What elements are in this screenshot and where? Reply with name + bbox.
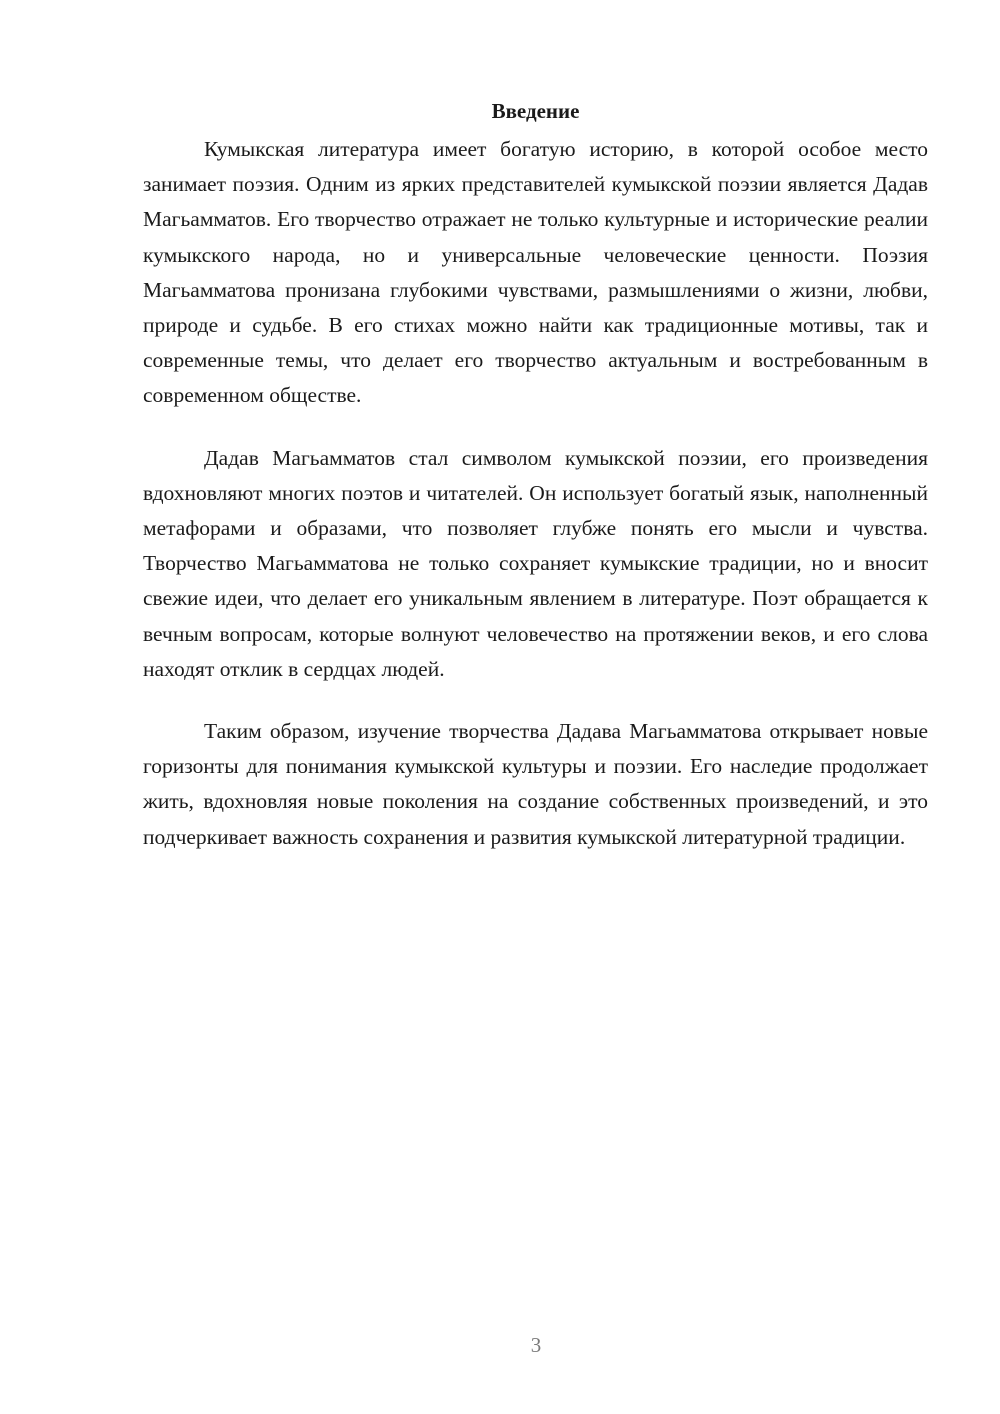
paragraph-1: Кумыкская литература имеет богатую историю, в которой особое место занимает поэзия. Одним из ярких представителей кумыкской поэзии является Дадав Магьамматов. Его творчество отражает не только культурные и исторические реалии кумыкского народа, но и универсальные человеческие ценности. Поэзия Магьамматова пронизана глубокими чувствами, размышлениями о жизни, любви, природе и судьбе. В его стихах можно найти как традиционные мотивы, так и современные темы, что делает его творчество актуальным и востребованным в современном обществе. [143,137,928,408]
section-heading: Введение [491,99,580,123]
page-number: 3 [530,1333,542,1357]
paragraph-3: Таким образом, изучение творчества Дадава Магьамматова открывает новые горизонты для понимания кумыкской культуры и поэзии. Его наследие продолжает жить, вдохновляя новые поколения на создание собственных произведений, и это подчеркивает важность сохранения и развития кумыкской литературной традиции. [143,719,928,849]
paragraph-2: Дадав Магьамматов стал символом кумыкской поэзии, его произведения вдохновляют многих поэтов и читателей. Он использует богатый язык, наполненный метафорами и образами, что позволяет глубже понять его мысли и чувства. Творчество Магьамматова не только сохраняет кумыкские традиции, но и вносит свежие идеи, что делает его уникальным явлением в литературе. Поэт обращается к вечным вопросам, которые волнуют человечество на протяжении веков, и его слова находят отклик в сердцах людей. [143,445,928,681]
page-content [143,96,928,882]
